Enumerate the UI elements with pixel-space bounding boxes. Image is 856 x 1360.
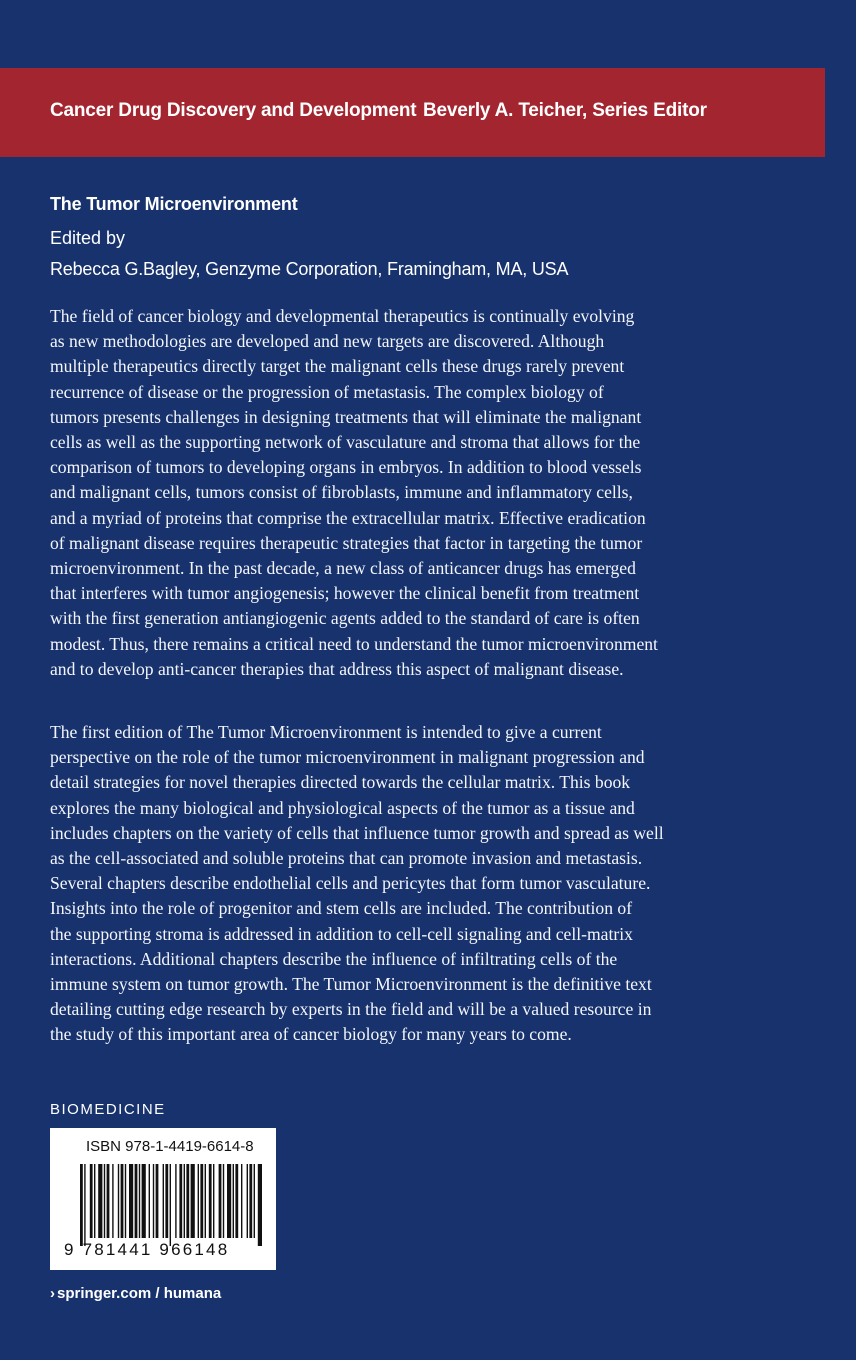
barcode-bar xyxy=(165,1164,168,1238)
barcode-bar xyxy=(153,1164,154,1238)
text-line: of malignant disease requires therapeutic strategies that factor in targeting the tumor xyxy=(50,532,643,553)
text-line: cells as well as the supporting network of vasculature and stroma that allows for the xyxy=(50,432,641,453)
barcode-bar xyxy=(84,1164,85,1246)
website-url: springer.com / humana xyxy=(57,1285,222,1302)
text-line: modest. Thus, there remains a critical need to understand the tumor microenvironment xyxy=(50,633,658,654)
barcode-bar xyxy=(112,1164,113,1238)
barcode-bar xyxy=(107,1164,110,1238)
text-line: and to develop anti-cancer therapies that address this aspect of malignant disease. xyxy=(50,658,624,679)
barcode-bar xyxy=(90,1164,93,1238)
text-line: recurrence of disease or the progression of metastasis. The complex biology of xyxy=(50,381,604,402)
barcode-bar xyxy=(175,1164,176,1238)
barcode-bar xyxy=(219,1164,222,1238)
text-line: the study of this important area of cancer biology for many years to come. xyxy=(50,1024,572,1045)
text-line: includes chapters on the variety of cells that influence tumor growth and spread as well xyxy=(50,822,664,843)
text-line: detailing cutting edge research by experts in the field and will be a valued resource in xyxy=(50,999,652,1020)
book-editor: Rebecca G.Bagley, Genzyme Corporation, Framingham, MA, USA xyxy=(50,259,569,279)
text-line: as the cell-associated and soluble proteins that can promote invasion and metastasis. xyxy=(50,848,643,869)
chevron-right-icon: › xyxy=(50,1285,55,1302)
isbn-label: ISBN 978-1-4419-6614-8 xyxy=(86,1138,254,1155)
book-title: The Tumor Microenvironment xyxy=(50,194,298,214)
text-line: tumors presents challenges in designing treatments that will eliminate the malignant xyxy=(50,406,642,427)
barcode-bar xyxy=(191,1164,195,1238)
barcode-bar xyxy=(170,1164,171,1246)
barcode-bar xyxy=(241,1164,242,1238)
barcode-bar xyxy=(184,1164,185,1238)
barcode-bar xyxy=(223,1164,224,1238)
description-paragraph-2 xyxy=(50,720,770,1048)
text-line: with the first generation antiangiogenic agents added to the standard of care is often xyxy=(50,608,640,629)
text-line: the supporting stroma is addressed in addition to cell-cell signaling and cell-matrix xyxy=(50,923,633,944)
barcode-bar xyxy=(129,1164,133,1238)
text-line: as new methodologies are developed and new targets are discovered. Although xyxy=(50,331,605,352)
barcode-bar xyxy=(121,1164,124,1238)
barcode-bar xyxy=(186,1164,189,1238)
barcode-bar xyxy=(254,1164,255,1238)
text-line: The first edition of The Tumor Microenvironment is intended to give a current xyxy=(50,722,602,742)
text-line: comparison of tumors to developing organs in embryos. In addition to blood vessels xyxy=(50,457,642,478)
text-line: and a myriad of proteins that comprise the extracellular matrix. Effective eradication xyxy=(50,507,646,528)
text-line: Insights into the role of progenitor and stem cells are included. The contribution of xyxy=(50,898,633,919)
barcode-bar xyxy=(233,1164,234,1238)
text-line: interactions. Additional chapters describe the influence of infiltrating cells of the xyxy=(50,948,618,969)
edited-by-label: Edited by xyxy=(50,228,126,248)
barcode-bar xyxy=(200,1164,203,1238)
text-line: microenvironment. In the past decade, a new class of anticancer drugs has emerged xyxy=(50,558,636,579)
text-line: The field of cancer biology and developmental therapeutics is continually evolving xyxy=(50,306,635,326)
series-editor: Beverly A. Teicher, Series Editor xyxy=(423,100,707,121)
barcode-bar xyxy=(209,1164,212,1238)
text-line: detail strategies for novel therapies directed towards the cellular matrix. This book xyxy=(50,772,631,793)
barcode-bar xyxy=(142,1164,146,1238)
barcode-bar xyxy=(163,1164,164,1238)
text-line: immune system on tumor growth. The Tumor Microenvironment is the definitive text xyxy=(50,974,652,995)
text-line: Several chapters describe endothelial cells and pericytes that form tumor vasculature. xyxy=(50,873,651,894)
barcode-digits: 9 781441 966148 xyxy=(64,1240,230,1259)
text-line: multiple therapeutics directly target the malignant cells these drugs rarely prevent xyxy=(50,356,625,377)
publisher-website[interactable] xyxy=(50,1285,221,1302)
isbn-barcode xyxy=(50,1128,276,1270)
text-line: that interferes with tumor angiogenesis; however the clinical benefit from treatment xyxy=(50,583,640,604)
barcode-bar xyxy=(258,1164,262,1246)
description-paragraph-1 xyxy=(50,304,770,682)
barcode-bar xyxy=(139,1164,140,1238)
barcode-bar xyxy=(98,1164,102,1238)
text-line: perspective on the role of the tumor microenvironment in malignant progression and xyxy=(50,747,645,768)
subject-category: BIOMEDICINE xyxy=(50,1101,166,1118)
barcode-bar xyxy=(125,1164,126,1238)
text-line: and malignant cells, tumors consist of fibroblasts, immune and inflammatory cells, xyxy=(50,482,633,503)
barcode-bar xyxy=(205,1164,206,1238)
barcode-bar xyxy=(247,1164,248,1238)
series-title: Cancer Drug Discovery and Development xyxy=(50,100,417,121)
barcode-bar xyxy=(235,1164,238,1238)
barcode-bar xyxy=(104,1164,105,1238)
barcode-bar xyxy=(149,1164,150,1238)
text-line: explores the many biological and physiological aspects of the tumor as a tissue and xyxy=(50,797,635,818)
barcode-bar xyxy=(179,1164,182,1238)
barcode-bar xyxy=(213,1164,214,1238)
barcode-bar xyxy=(227,1164,231,1238)
barcode-bar xyxy=(249,1164,252,1238)
barcode-bar xyxy=(198,1164,199,1238)
barcode-bar xyxy=(135,1164,138,1238)
barcode-bar xyxy=(118,1164,119,1238)
barcode-bar xyxy=(156,1164,159,1238)
barcode-bar xyxy=(94,1164,95,1238)
barcode-bar xyxy=(80,1164,83,1246)
